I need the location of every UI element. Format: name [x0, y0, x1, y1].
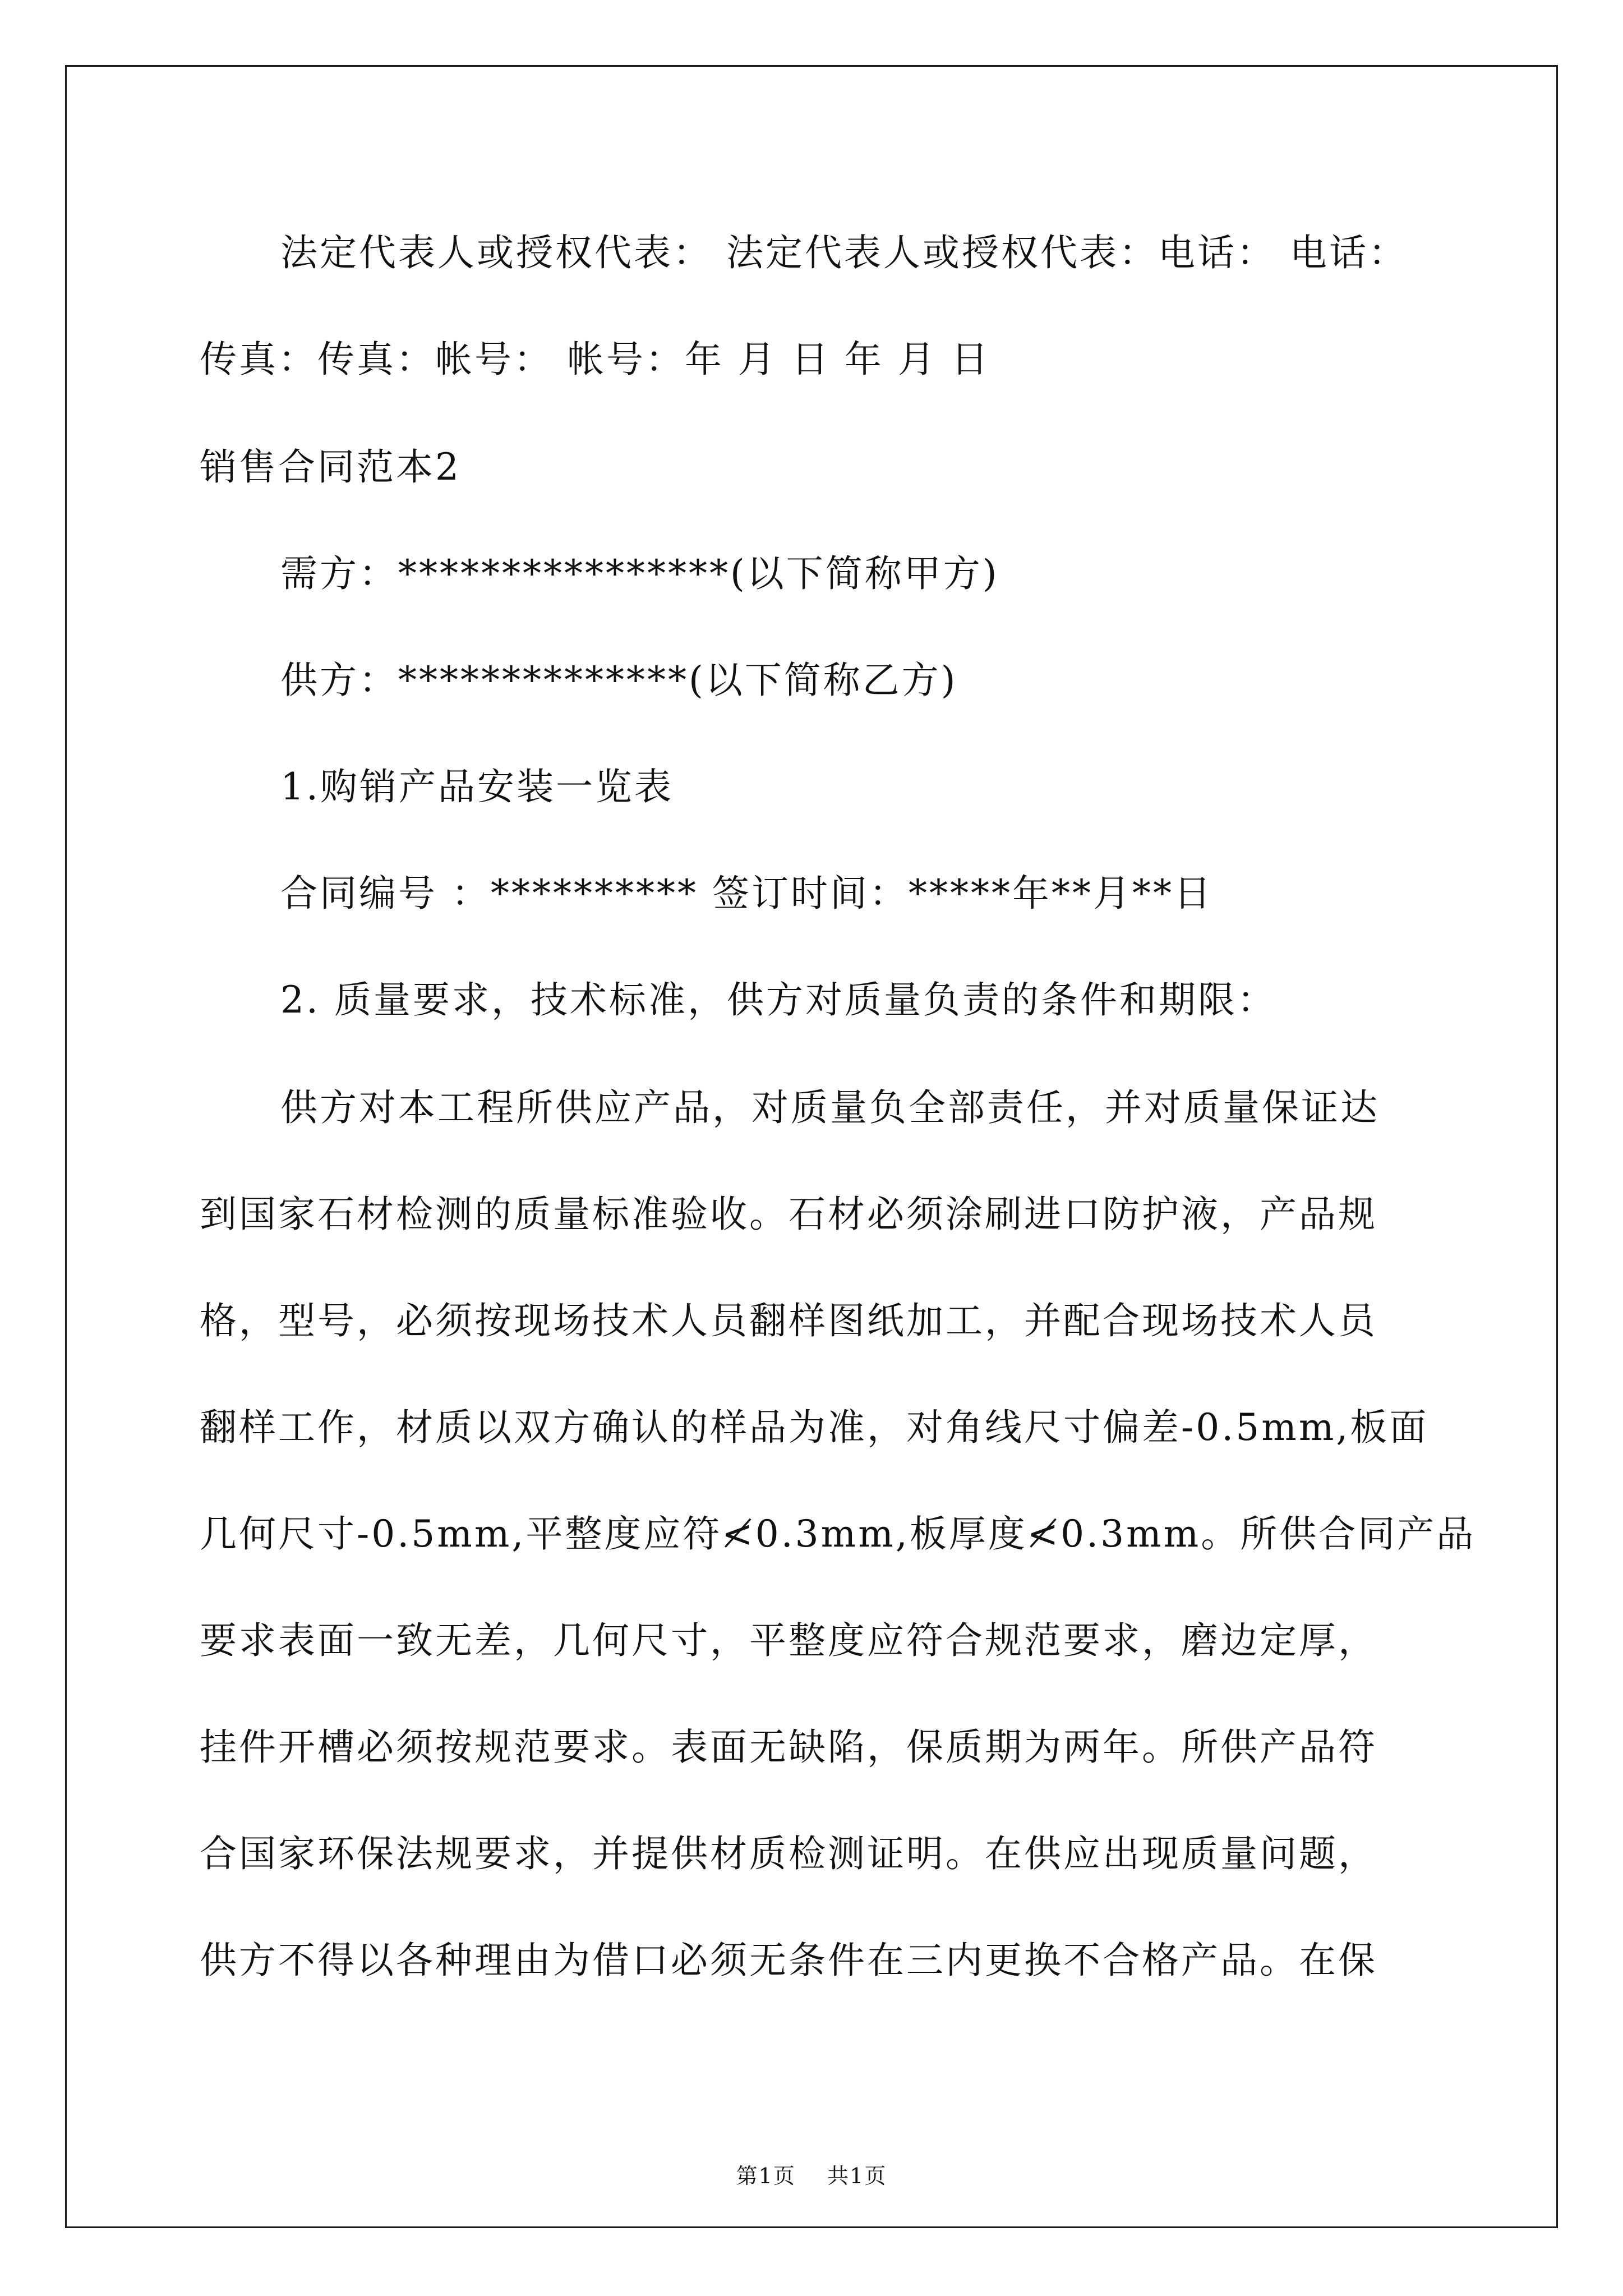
paragraph-line: 翻样工作，材质以双方确认的样品为准，对角线尺寸偏差-0.5mm,板面	[200, 1406, 1429, 1449]
contract-number-line: 合同编号 ：********** 签订时间：*****年**月**日	[280, 872, 1213, 915]
paragraph-line: 到国家石材检测的质量标准验收。石材必须涂刷进口防护液，产品规	[200, 1193, 1377, 1236]
paragraph-line: 挂件开槽必须按规范要求。表面无缺陷，保质期为两年。所供产品符	[200, 1726, 1377, 1769]
paragraph-line: 格，型号，必须按现场技术人员翻样图纸加工，并配合现场技术人员	[200, 1299, 1377, 1342]
paragraph-line: 几何尺寸-0.5mm,平整度应符≮0.3mm,板厚度≮0.3mm。所供合同产品	[200, 1512, 1476, 1556]
supplier-line: 供方：**************(以下简称乙方)	[280, 659, 958, 702]
paragraph-line: 要求表面一致无差，几何尺寸，平整度应符合规范要求，磨边定厚，	[200, 1619, 1377, 1662]
buyer-line: 需方：****************(以下简称甲方)	[280, 552, 999, 595]
clause-1-heading: 1.购销产品安装一览表	[280, 765, 674, 808]
paragraph-line: 合国家环保法规要求，并提供材质检测证明。在供应出现质量问题，	[200, 1832, 1377, 1875]
page-border	[65, 65, 1558, 2228]
section-title: 销售合同范本2	[200, 445, 461, 489]
fax-account-date-line: 传真：传真：帐号： 帐号：年 月 日 年 月 日	[200, 338, 990, 381]
paragraph-line: 供方对本工程所供应产品，对质量负全部责任，并对质量保证达	[280, 1086, 1380, 1129]
signatory-line: 法定代表人或授权代表： 法定代表人或授权代表：电话： 电话：	[280, 231, 1408, 274]
clause-2-heading: 2. 质量要求，技术标准，供方对质量负责的条件和期限：	[280, 978, 1276, 1022]
paragraph-line: 供方不得以各种理由为借口必须无条件在三内更换不合格产品。在保	[200, 1939, 1377, 1982]
page-number-footer: 第1页 共1页	[736, 2164, 887, 2188]
